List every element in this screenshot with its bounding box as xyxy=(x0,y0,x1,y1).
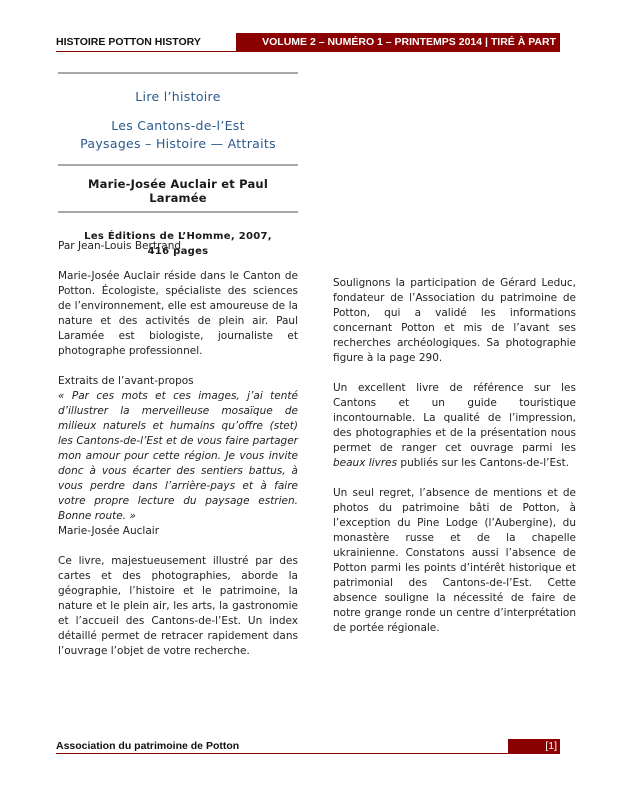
book-info-box xyxy=(58,72,298,259)
footer-organization: Association du patrimoine de Potton xyxy=(56,740,240,752)
top-divider xyxy=(58,72,298,74)
author-bio-paragraph: Marie-Josée Auclair réside dans le Canton de Potton. Écologiste, spécialiste des sciences de l’environnement, elle est amoureuse de la nature et des activités de plein air. Paul Laramée est biologiste, journaliste et photographe professionnel. xyxy=(58,270,298,357)
quote-attribution: Marie-Josée Auclair xyxy=(58,525,160,537)
article-column-right xyxy=(333,276,576,636)
publisher-line2: 416 pages xyxy=(147,246,209,257)
regret-paragraph: Un seul regret, l’absence de mentions et de photos du patrimoine bâti de Potton, à l’exception du Pine Lodge (l’Aubergine), du monastère russe et de la chapelle ukrainienne. Constatons aussi l’absence de Potton parmi les points d’intérêt historique et patrimonial des Cantons-de-l’Est. Cette absence souligne la nécessité de faire de notre grange ronde un centre d’interprétation de portée régionale. xyxy=(333,487,576,634)
footer-page-number: [1] xyxy=(508,739,560,753)
excerpt-label: Extraits de l’avant-propos xyxy=(58,375,194,387)
book-title xyxy=(58,117,298,153)
review-text-start: Un excellent livre de référence sur les Cantons et un guide touristique incontournable. La qualité de l’impression, des photographies et de la présentation nous permet de ranger cet ouvrage parmi les xyxy=(333,382,576,454)
authors-divider xyxy=(58,211,298,213)
header-rule xyxy=(56,51,560,52)
footer-rule xyxy=(56,753,560,754)
book-description-paragraph: Ce livre, majestueusement illustré par des cartes et des photographies, aborde la géographie, l’histoire et le patrimoine, la nature et le plein air, les arts, la gastronomie et l’accueil des Cantons-de-l’Est. Un index détaillé permet de retracer rapidement dans l’ouvrage l’objet de votre recherche. xyxy=(58,555,298,657)
book-title-line1: Les Cantons-de-l’Est xyxy=(111,118,245,133)
header-publication-name: HISTOIRE POTTON HISTORY xyxy=(56,36,201,48)
section-kicker: Lire l’histoire xyxy=(135,89,221,104)
publisher-line1: Les Éditions de L’Homme, 2007, xyxy=(84,231,272,242)
review-text-italic: beaux livres xyxy=(333,457,398,469)
article-column-left xyxy=(58,239,298,659)
contribution-paragraph: Soulignons la participation de Gérard Leduc, fondateur de l’Association du patrimoine de Potton, qui a validé les informations concernant Potton et mis de l’avant ses recherches archéologiques. Sa photographie figure à la page 290. xyxy=(333,277,576,364)
byline: Par Jean-Louis Bertrand xyxy=(58,240,182,252)
title-divider xyxy=(58,164,298,166)
foreword-quote: « Par ces mots et ces images, j’ai tenté d’illustrer la merveilleuse mosaïque de milieux naturels et humains qu’offre (stet) les Cantons-de-l’Est et de vous faire partager mon amour pour cette région. Je vous invite donc à vous écarter des sentiers battus, à vous perdre dans l’arrière-pays et à faire votre propre lecture du paysage estrien. Bonne route. » xyxy=(58,390,298,522)
book-authors: Marie-Josée Auclair et Paul Laramée xyxy=(88,177,268,205)
review-text-end: publiés sur les Cantons-de-l’Est. xyxy=(397,457,570,469)
header-issue-banner: VOLUME 2 – NUMÉRO 1 – PRINTEMPS 2014 | TIRÉ À PART xyxy=(236,33,560,51)
book-title-line2: Paysages – Histoire — Attraits xyxy=(80,136,276,151)
review-paragraph xyxy=(333,381,576,471)
